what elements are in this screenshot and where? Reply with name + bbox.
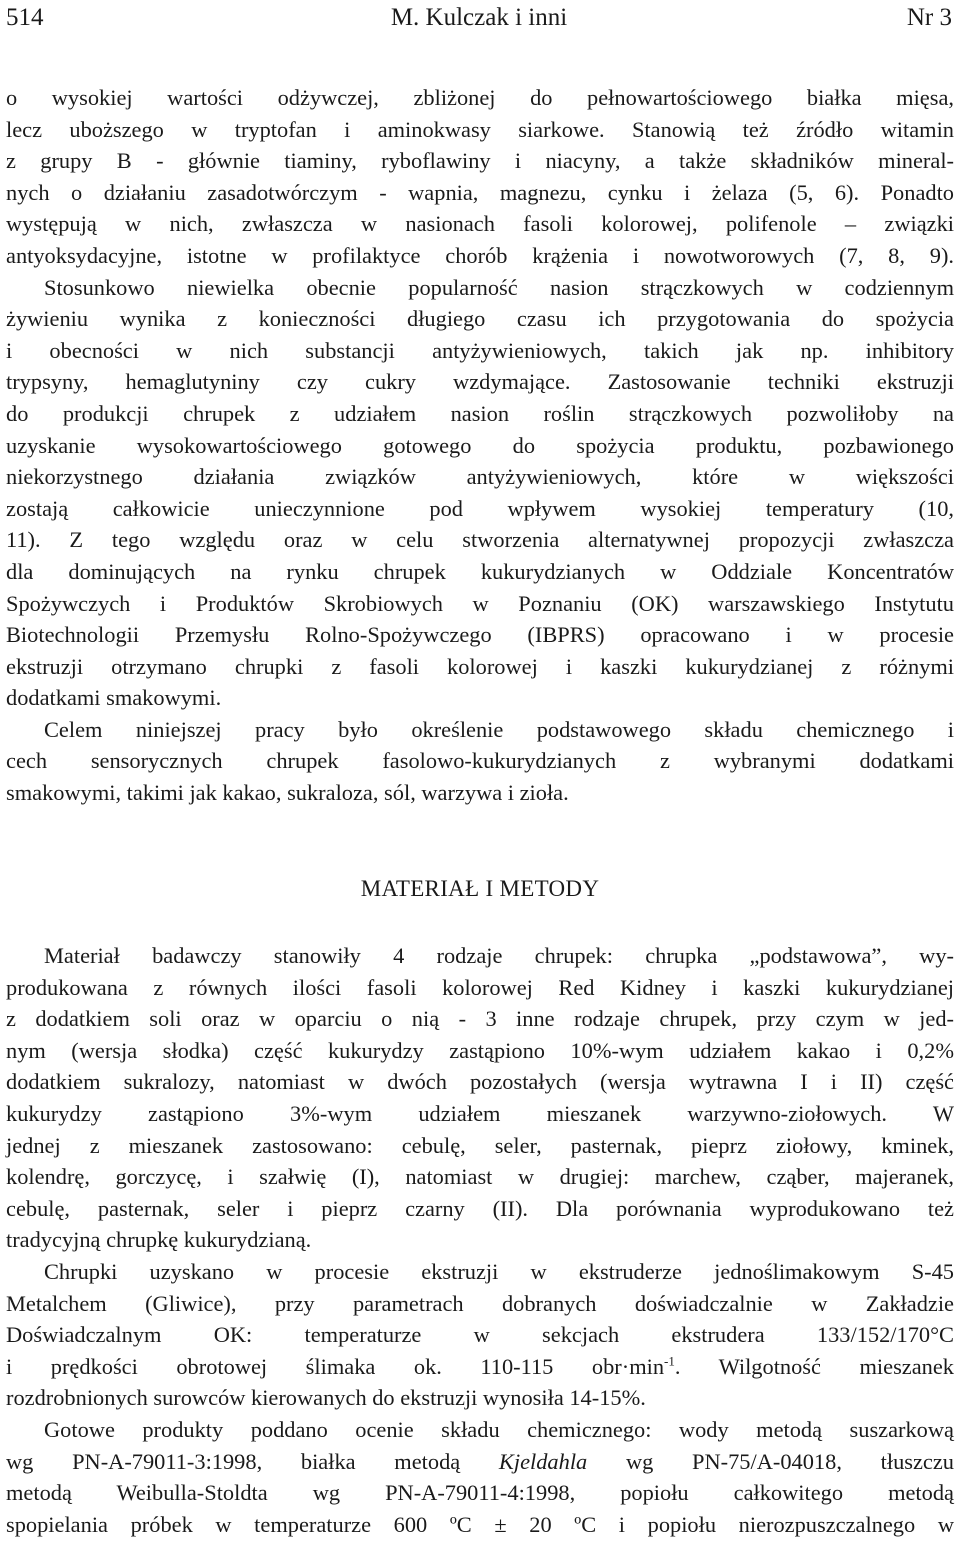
text-line: Celem niniejszej pracy było określenie podstawowego składu chemicznego i [44, 716, 954, 742]
text-line: metodą Weibulla-Stoldta wg PN-A-79011-4:1998, popiołu całkowitego metodą [6, 1480, 954, 1506]
text-line: spopielania próbek w temperaturze 600 ºC ± 20 ºC i popiołu nierozpuszczalnego w [6, 1511, 954, 1537]
text-line: kolendrę, gorczycę, i szałwię (I), natomiast w drugiej: marchew, cząber, majeranek, [6, 1164, 954, 1190]
text-line [6, 1351, 954, 1383]
intro-paragraph-1 [6, 82, 954, 714]
text-fragment: wg PN-A-79011-3:1998, białka metodą [6, 1448, 499, 1474]
superscript: -1 [664, 1353, 675, 1369]
text-line: Materiał badawczy stanowiły 4 rodzaje chrupek: chrupka „podstawowa”, wy- [44, 943, 954, 968]
running-title: M. Kulczak i inni [390, 4, 568, 31]
text-line: antyoksydacyjne, istotne w profilaktyce chorób krążenia i nowotworowych (7, 8, 9). [6, 242, 954, 268]
text-line: dla dominujących na rynku chrupek kukurydzianych w Oddziale Koncentratów [6, 558, 954, 584]
methods-text [6, 940, 954, 1540]
text-line: lecz uboższego w tryptofan i aminokwasy siarkowe. Stanowią też źródło witamin [6, 116, 954, 142]
text-line: Gotowe produkty poddano ocenie składu chemicznego: wody metodą suszarkową [44, 1416, 954, 1442]
text-line: niekorzystnego działania związków antyżywieniowych, które w większości [6, 464, 954, 490]
italic-term: Kjeldahla [498, 1448, 588, 1474]
text-fragment: i prędkości obrotowej ślimaka ok. 110-115 obr·min [6, 1353, 665, 1379]
text-line: Stosunkowo niewielka obecnie popularność nasion strączkowych w codziennym [44, 274, 954, 300]
text-line: nym (wersja słodka) część kukurydzy zastąpiono 10%-wym udziałem kakao i 0,2% [6, 1037, 954, 1063]
page-number: 514 [6, 4, 44, 31]
text-line: Biotechnologii Przemysłu Rolno-Spożywczego (IBPRS) opracowano i w procesie [6, 622, 954, 648]
text-line: Doświadczalnym OK: temperaturze w sekcjach ekstrudera 133/152/170°C [6, 1322, 954, 1348]
introduction-text [6, 82, 954, 809]
text-line: uzyskanie wysokowartościowego gotowego do spożycia produktu, pozbawionego [6, 432, 954, 458]
text-line: trypsyny, hemaglutyniny czy cukry wzdymające. Zastosowanie techniki ekstruzji [6, 369, 954, 395]
text-line: Spożywczych i Produktów Skrobiowych w Poznaniu (OK) warszawskiego Instytutu [6, 590, 954, 616]
text-line: Metalchem (Gliwice), przy parametrach dobranych doświadczalnie w Zakładzie [6, 1290, 954, 1316]
text-line: dodatkiem sukralozy, natomiast w dwóch pozostałych (wersja wytrawna I i II) część [6, 1069, 954, 1095]
text-line: z dodatkiem soli oraz w oparciu o nią - 3 inne rodzaje chrupek, przy czym w jed- [6, 1006, 954, 1032]
text-line: produkowana z równych ilości fasoli kolorowej Red Kidney i kaszki kukurydzianej [6, 974, 954, 1000]
running-header [6, 2, 952, 34]
methods-paragraph-1 [6, 940, 954, 1256]
text-line: tradycyjną chrupkę kukurydzianą. [6, 1227, 312, 1253]
text-line: dodatkami smakowymi. [6, 685, 222, 711]
text-line: 11). Z tego względu oraz w celu stworzenia alternatywnej propozycji zwłaszcza [6, 527, 954, 553]
section-heading: MATERIAŁ I METODY [360, 876, 600, 901]
issue-number: Nr 3 [906, 4, 952, 31]
text-line: smakowymi, takimi jak kakao, sukraloza, sól, warzywa i zioła. [6, 780, 569, 806]
text-fragment: . Wilgotność mieszanek [674, 1353, 954, 1379]
text-line: żywieniu wynika z konieczności długiego czasu ich przygotowania do spożycia [6, 306, 954, 332]
text-line: zostają całkowicie unieczynnione pod wpływem wysokiej temperatury (10, [6, 495, 954, 521]
text-line [6, 1446, 954, 1478]
text-line: nych o działaniu zasadotwórczym - wapnia, magnezu, cynku i żelaza (5, 6). Ponadto [6, 179, 954, 205]
text-line: i obecności w nich substancji antyżywieniowych, takich jak np. inhibitory [6, 337, 954, 363]
text-line: Chrupki uzyskano w procesie ekstruzji w ekstruderze jednoślimakowym S-45 [44, 1258, 954, 1284]
text-line: do produkcji chrupek z udziałem nasion roślin strączkowych pozwoliłoby na [6, 400, 954, 426]
text-line: cech sensorycznych chrupek fasolowo-kukurydzianych z wybranymi dodatkami [6, 748, 954, 774]
text-line: cebulę, pasternak, seler i pieprz czarny (II). Dla porównania wyprodukowano też [6, 1195, 954, 1221]
intro-paragraph-2 [6, 714, 954, 809]
text-line: jednej z mieszanek zastosowano: cebulę, seler, pasternak, pieprz ziołowy, kminek, [6, 1132, 954, 1158]
methods-paragraph-3 [6, 1414, 954, 1540]
text-line: rozdrobnionych surowców kierowanych do ekstruzji wynosiła 14-15%. [6, 1385, 646, 1411]
text-line: kukurydzy zastąpiono 3%-wym udziałem mieszanek warzywno-ziołowych. W [6, 1100, 954, 1126]
text-line: występują w nich, zwłaszcza w nasionach fasoli kolorowej, polifenole – związki [6, 211, 954, 237]
text-line: o wysokiej wartości odżywczej, zbliżonej do pełnowartościowego białka mięsa, [6, 85, 954, 110]
text-fragment: wg PN-75/A-04018, tłuszczu [587, 1448, 954, 1474]
text-line: ekstruzji otrzymano chrupki z fasoli kolorowej i kaszki kukurydzianej z różnymi [6, 653, 954, 679]
text-line: z grupy B - głównie tiaminy, ryboflawiny i niacyny, a także składników mineral- [6, 148, 954, 174]
methods-paragraph-2 [6, 1256, 954, 1414]
